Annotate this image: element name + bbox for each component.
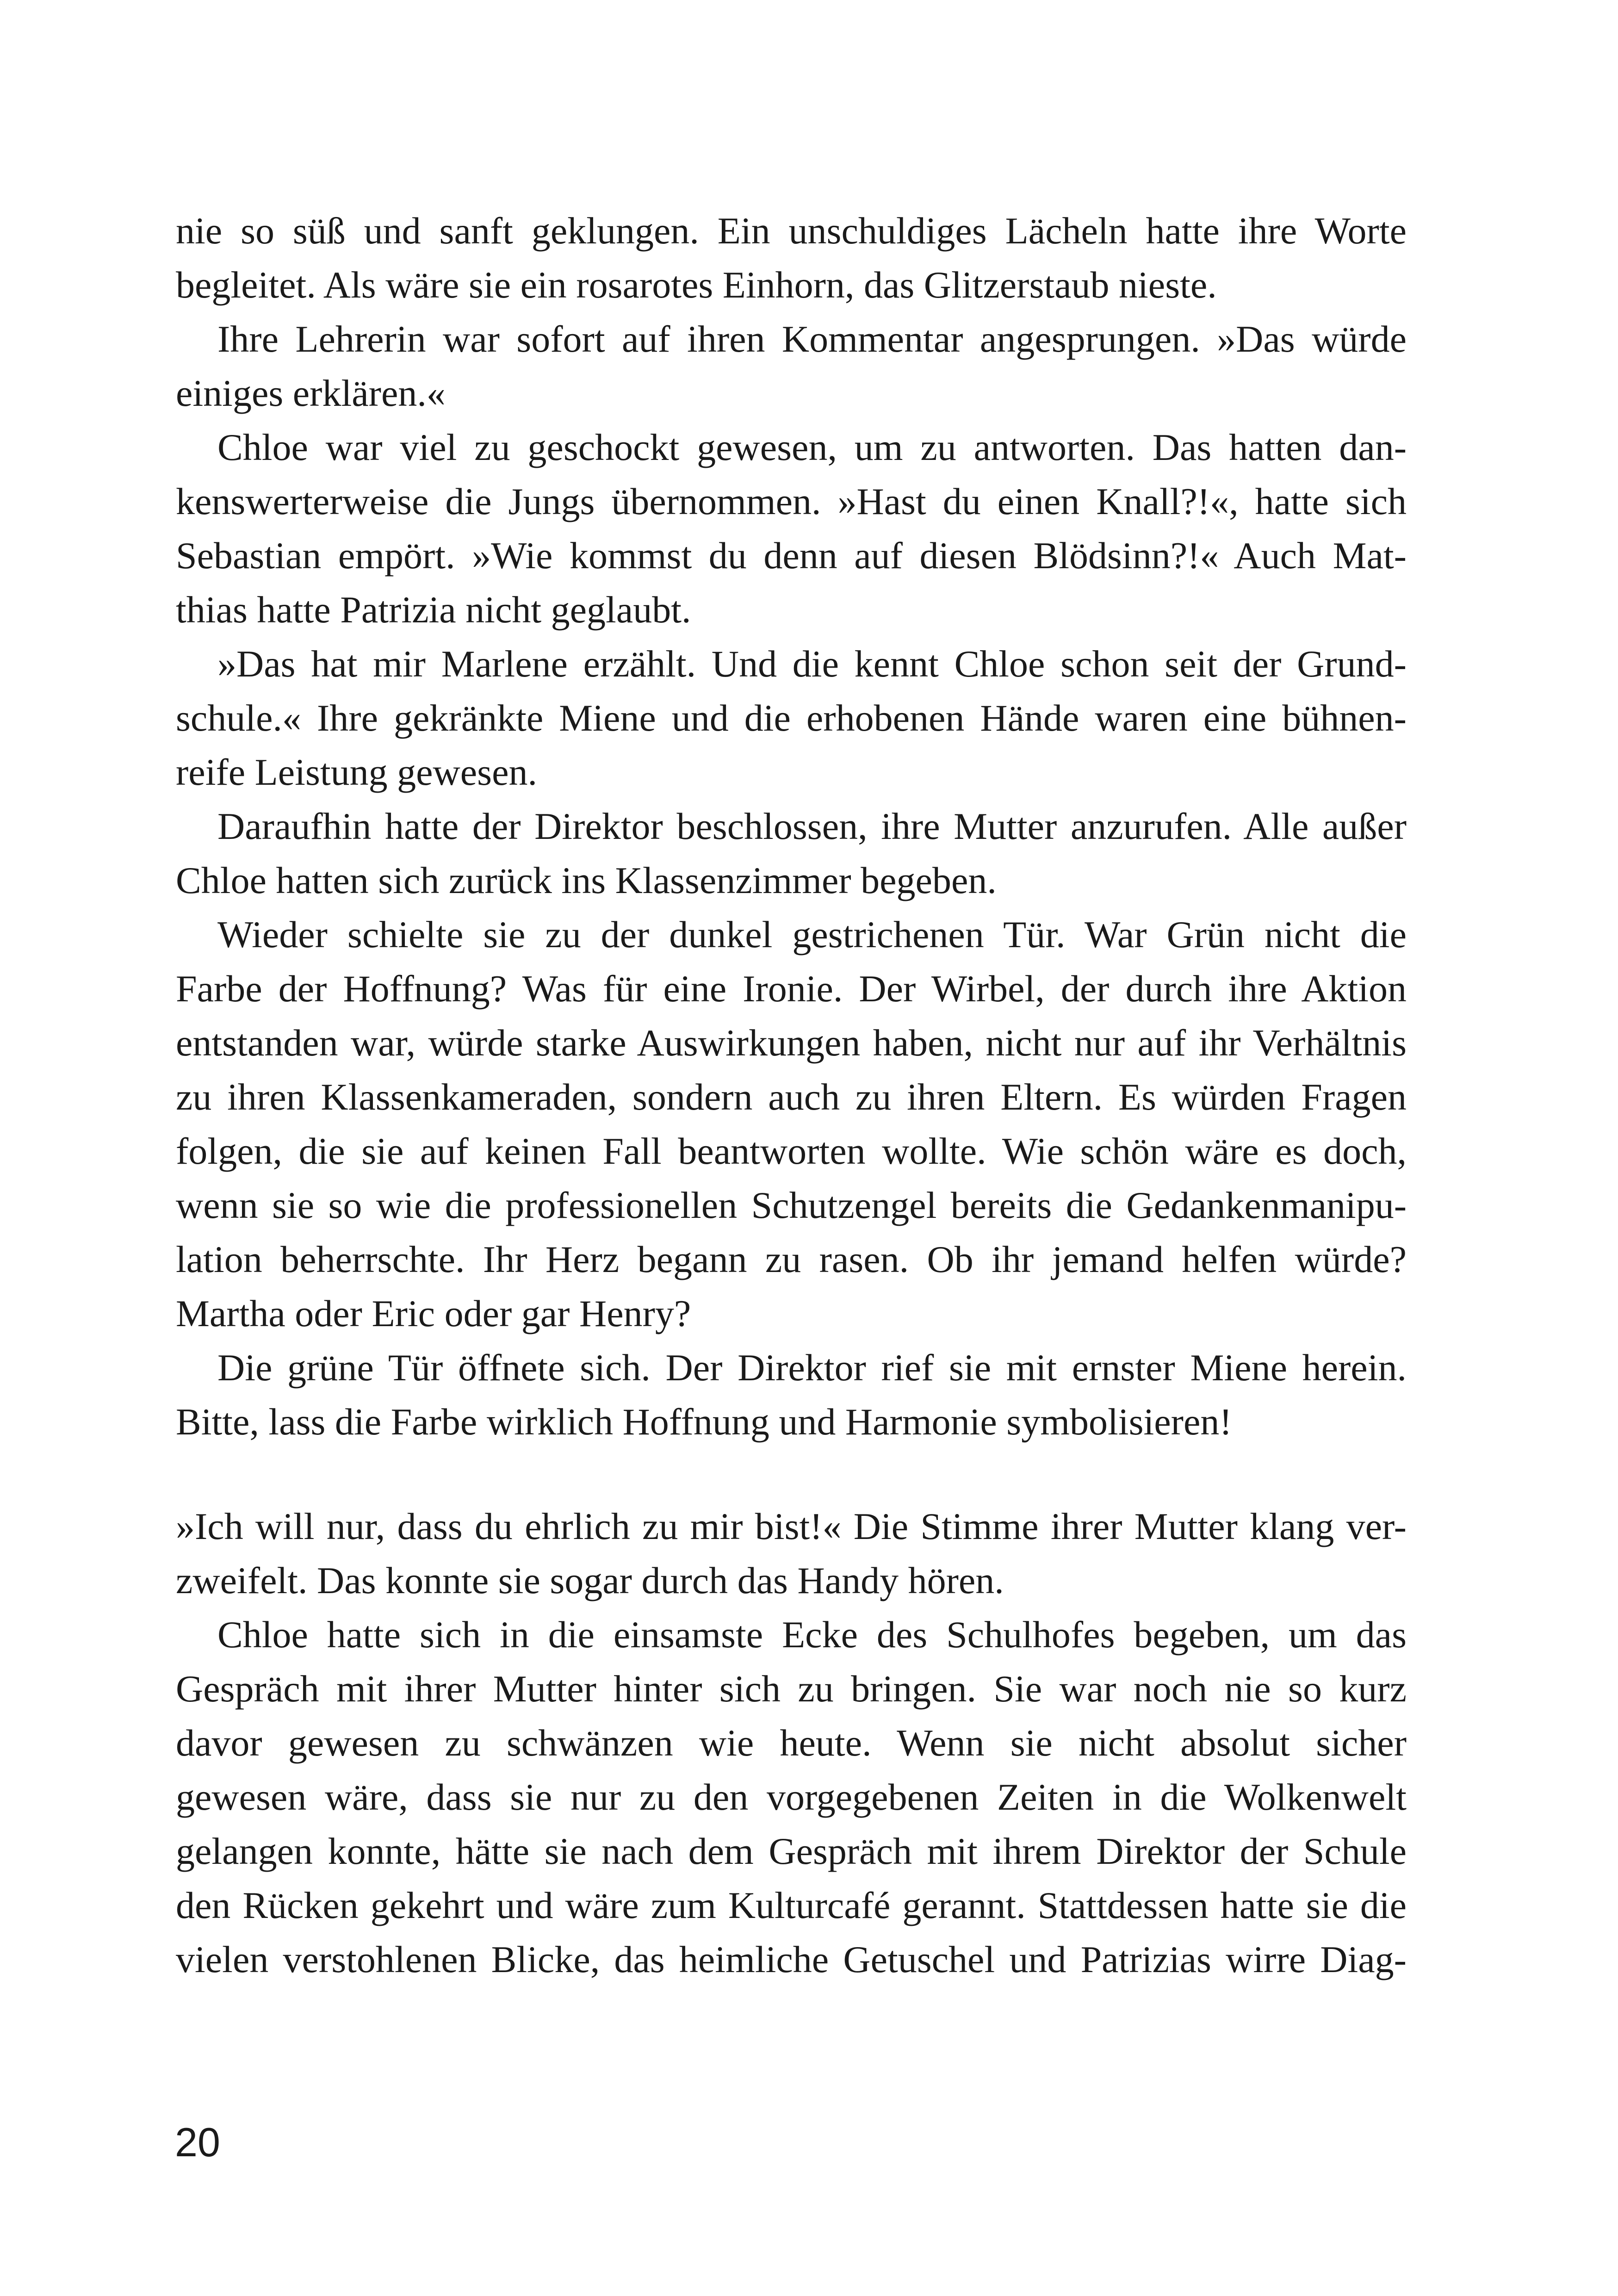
text-line: Daraufhin hatte der Direktor beschlossen, ihre Mutter anzurufen. Alle außer (217, 805, 1407, 847)
text-line: zweifelt. Das konnte sie sogar durch das Handy hören. (176, 1559, 1004, 1601)
text-line: zu ihren Klassenkameraden, sondern auch zu ihren Eltern. Es würden Fragen (176, 1076, 1407, 1118)
text-line: gelangen konnte, hätte sie nach dem Gespräch mit ihrem Direktor der Schule (176, 1830, 1407, 1872)
text-line: entstanden war, würde starke Auswirkungen haben, nicht nur auf ihr Verhältnis (176, 1022, 1407, 1064)
text-line: Die grüne Tür öffnete sich. Der Direktor rief sie mit ernster Miene herein. (217, 1347, 1407, 1389)
text-line: vielen verstohlenen Blicke, das heimliche Getuschel und Patrizias wirre Diag- (176, 1938, 1407, 1980)
text-section-1 (176, 204, 1407, 1449)
text-line: gewesen wäre, dass sie nur zu den vorgegebenen Zeiten in die Wolkenwelt (176, 1776, 1407, 1818)
text-line: Chloe hatten sich zurück ins Klassenzimmer begeben. (176, 859, 997, 901)
text-line: Bitte, lass die Farbe wirklich Hoffnung und Harmonie symbolisieren! (176, 1401, 1232, 1443)
text-section-2 (176, 1499, 1407, 1986)
text-line: »Ich will nur, dass du ehrlich zu mir bist!« Die Stimme ihrer Mutter klang ver- (176, 1505, 1407, 1547)
text-line: davor gewesen zu schwänzen wie heute. Wenn sie nicht absolut sicher (176, 1722, 1407, 1764)
text-line: schule.« Ihre gekränkte Miene und die erhobenen Hände waren eine bühnen- (176, 697, 1407, 739)
text-line: reife Leistung gewesen. (176, 751, 537, 793)
text-line: Wieder schielte sie zu der dunkel gestrichenen Tür. War Grün nicht die (217, 913, 1407, 956)
text-line: »Das hat mir Marlene erzählt. Und die kennt Chloe schon seit der Grund- (217, 643, 1407, 685)
text-line: Sebastian empört. »Wie kommst du denn auf diesen Blödsinn?!« Auch Mat- (176, 534, 1407, 577)
text-line: den Rücken gekehrt und wäre zum Kulturcafé gerannt. Stattdessen hatte sie die (176, 1884, 1407, 1926)
text-line: Farbe der Hoffnung? Was für eine Ironie. Der Wirbel, der durch ihre Aktion (176, 968, 1407, 1010)
text-line: lation beherrschte. Ihr Herz begann zu rasen. Ob ihr jemand helfen würde? (176, 1238, 1407, 1280)
text-line: nie so süß und sanft geklungen. Ein unschuldiges Lächeln hatte ihre Worte (176, 210, 1407, 252)
text-line: Ihre Lehrerin war sofort auf ihren Kommentar angesprungen. »Das würde (217, 318, 1407, 360)
text-line: Martha oder Eric oder gar Henry? (176, 1292, 691, 1334)
text-line: begleitet. Als wäre sie ein rosarotes Einhorn, das Glitzerstaub nieste. (176, 264, 1217, 306)
text-line: Chloe hatte sich in die einsamste Ecke des Schulhofes begeben, um das (217, 1613, 1407, 1656)
text-line: thias hatte Patrizia nicht geglaubt. (176, 589, 691, 631)
text-line: Chloe war viel zu geschockt gewesen, um zu antworten. Das hatten dan- (217, 426, 1407, 468)
text-line: einiges erklären.« (176, 372, 446, 414)
text-line: Gespräch mit ihrer Mutter hinter sich zu bringen. Sie war noch nie so kurz (176, 1668, 1407, 1710)
text-line: folgen, die sie auf keinen Fall beantworten wollte. Wie schön wäre es doch, (176, 1130, 1407, 1172)
page-number: 20 (175, 2119, 220, 2165)
text-line: wenn sie so wie die professionellen Schutzengel bereits die Gedankenmanipu- (176, 1184, 1407, 1226)
text-line: kenswerterweise die Jungs übernommen. »Hast du einen Knall?!«, hatte sich (176, 480, 1407, 522)
